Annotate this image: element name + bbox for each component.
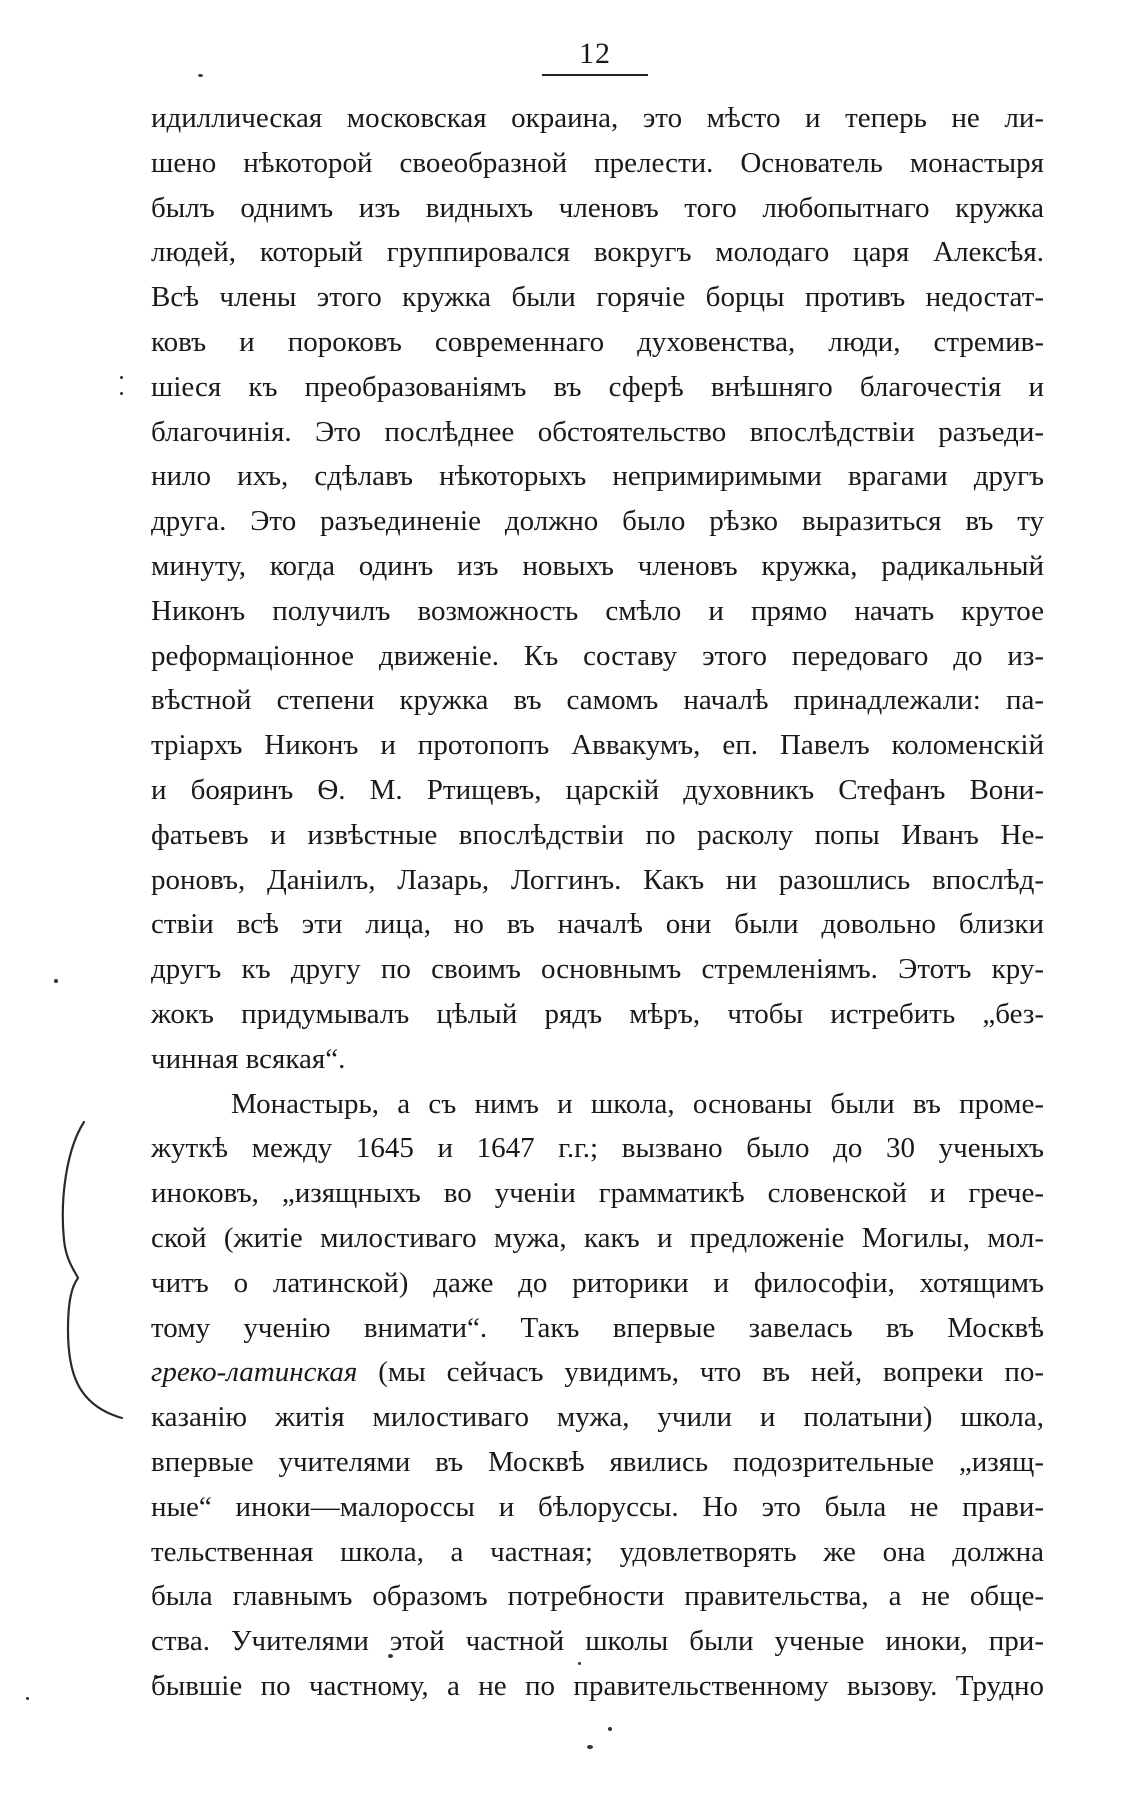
text-line: была главнымъ образомъ потребности правительства, а не обще- [151,1580,1044,1613]
page-number: 12 [579,37,611,70]
text-line: ствіи всѣ эти лица, но въ началѣ они были довольно близки [151,908,1044,941]
text-line: тому ученію внимати“. Такъ впервые завелась въ Москвѣ [151,1311,1044,1344]
text-line: фатьевъ и извѣстные впослѣдствіи по расколу попы Иванъ Не- [151,818,1044,851]
print-speck [26,1697,29,1700]
print-speck [587,1745,593,1749]
print-speck [198,74,203,77]
text-line: казанію житія милостиваго мужа, учили и полатыни) школа, [151,1401,1044,1434]
text-line: реформаціонное движеніе. Къ составу этого передоваго до из- [151,639,1044,672]
text-line: минуту, когда одинъ изъ новыхъ членовъ кружка, радикальный [151,549,1044,582]
text-line [151,1350,1044,1395]
text-line: былъ однимъ изъ видныхъ членовъ того любопытнаго кружка [151,191,1044,224]
text-line: читъ о латинской) даже до риторики и философіи, хотящимъ [151,1266,1044,1299]
text-line: ской (житіе милостиваго мужа, какъ и предложеніе Могилы, мол- [151,1221,1044,1254]
text-line: Монастырь, а съ нимъ и школа, основаны были въ проме- [231,1087,1044,1120]
text-line: ные“ иноки—малороссы и бѣлоруссы. Но это была не прави- [151,1490,1044,1523]
text-line: шіеся къ преобразованіямъ въ сферѣ внѣшняго благочестія и [151,370,1044,403]
paragraph-2 [151,1082,1044,1709]
text-line: роновъ, Даніилъ, Лазарь, Логгинъ. Какъ ни разошлись впослѣд- [151,863,1044,896]
text-line: людей, который группировался вокругъ молодаго царя Алексѣя. [151,236,1044,269]
print-speck [608,1727,612,1731]
text-line: Никонъ получилъ возможность смѣло и прямо начать крутое [151,594,1044,627]
text-line: иноковъ, „изящныхъ во ученіи грамматикѣ словенской и грече- [151,1177,1044,1210]
text-line: впервые учителями въ Москвѣ явились подозрительные „изящ- [151,1445,1044,1478]
text-line: идиллическая московская окраина, это мѣсто и теперь не ли- [151,102,1044,134]
print-speck [120,376,123,379]
text-line: жуткѣ между 1645 и 1647 г.г.; вызвано было до 30 ученыхъ [151,1132,1044,1165]
text-line: ковъ и пороковъ современнаго духовенства, люди, стремив- [151,325,1044,358]
text-line-rest: (мы сейчасъ увидимъ, что въ ней, вопреки по- [378,1356,1044,1389]
paragraph-1 [151,96,1044,1082]
handwritten-brace-mark [56,1120,126,1420]
text-line: вѣстной степени кружка въ самомъ началѣ принадлежали: па- [151,684,1044,717]
text-line: друга. Это разъединеніе должно было рѣзко выразиться въ ту [151,505,1044,538]
text-line: жокъ придумывалъ цѣлый рядъ мѣръ, чтобы истребить „без- [151,997,1044,1030]
italic-phrase: греко-латинская [151,1356,358,1389]
text-line: и бояринъ Ѳ. М. Ртищевъ, царскій духовникъ Стефанъ Вони- [151,773,1044,806]
text-line: Всѣ члены этого кружка были горячіе борцы противъ недостат- [151,281,1044,314]
text-line: нило ихъ, сдѣлавъ нѣкоторыхъ непримиримыми врагами другъ [151,460,1044,493]
text-line: тріархъ Никонъ и протопопъ Аввакумъ, еп. Павелъ коломенскій [151,729,1044,762]
print-speck [120,392,123,395]
text-line: бывшіе по частному, а не по правительственному вызову. Трудно [151,1669,1044,1702]
text-line: чинная всякая“. [151,1042,346,1075]
body-text [151,96,1044,1709]
text-line: другъ къ другу по своимъ основнымъ стремленіямъ. Этотъ кру- [151,953,1044,986]
text-line: шено нѣкоторой своеобразной прелести. Основатель монастыря [151,146,1044,179]
text-line: тельственная школа, а частная; удовлетворять же она должна [151,1535,1044,1568]
print-speck [54,979,58,983]
text-line: ства. Учителями этой частной школы были ученые иноки, при- [151,1625,1044,1658]
text-line: благочинія. Это послѣднее обстоятельство впослѣдствіи разъеди- [151,415,1044,448]
page-number-rule [542,74,648,76]
